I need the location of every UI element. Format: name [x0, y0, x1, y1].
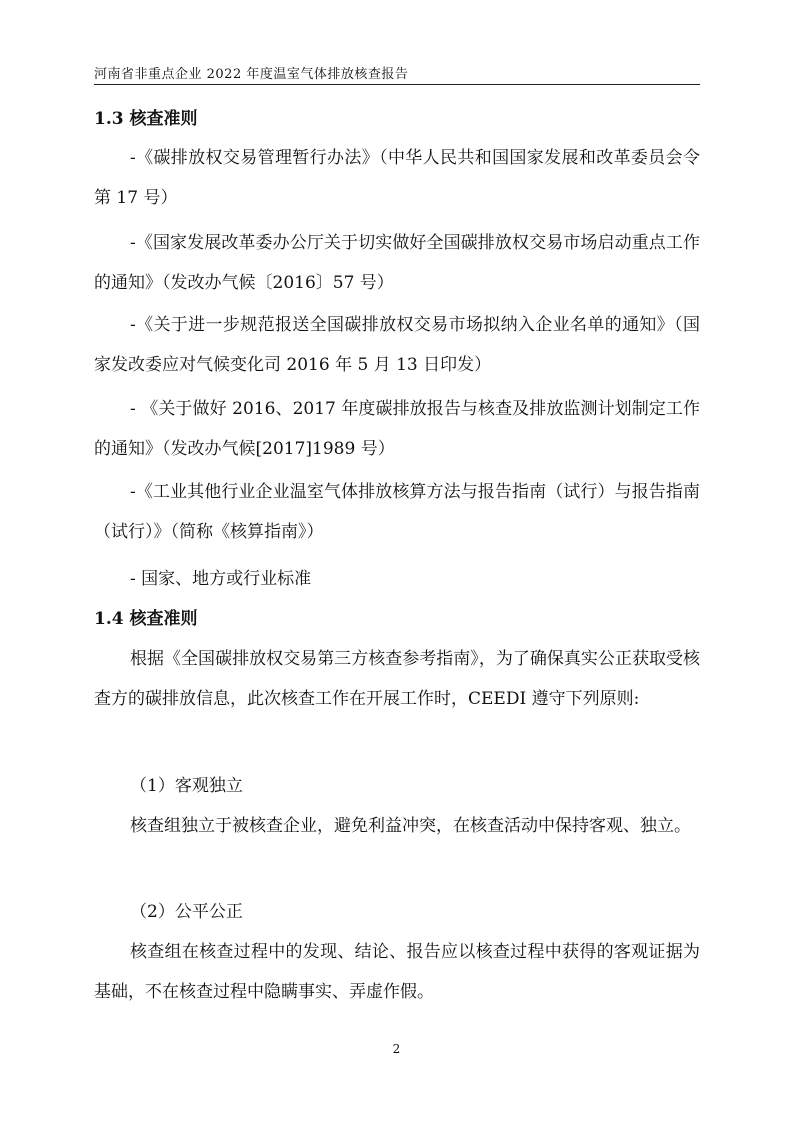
criteria-item-1: -《碳排放权交易管理暂行办法》（中华人民共和国国家发展和改革委员会令第 17 号）	[94, 148, 700, 208]
criteria-item-5: -《工业其他行业企业温室气体排放核算方法与报告指南（试行）与报告指南（试行）》（简称《核算指南》）	[94, 482, 700, 542]
section-heading-1-4: 1.4 核查准则	[94, 609, 198, 629]
principle-1-text: 核查组独立于被核查企业，避免利益冲突，在核查活动中保持客观、独立。	[130, 816, 691, 836]
page-number: 2	[392, 1042, 401, 1056]
criteria-item-3: -《关于进一步规范报送全国碳排放权交易市场拟纳入企业名单的通知》（国家发改委应对气候变化司 2016 年 5 月 13 日印发）	[94, 315, 700, 375]
principles-intro: 根据《全国碳排放权交易第三方核查参考指南》，为了确保真实公正获取受核查方的碳排放信息，此次核查工作在开展工作时，CEEDI 遵守下列原则:	[94, 649, 700, 709]
criteria-item-2: -《国家发展改革委办公厅关于切实做好全国碳排放权交易市场启动重点工作的通知》（发改办气候〔2016〕57 号）	[94, 233, 700, 293]
principle-1-title: （1）客观独立	[130, 776, 243, 796]
principle-2-title: （2）公平公正	[130, 902, 243, 922]
criteria-item-6: - 国家、地方或行业标准	[130, 569, 312, 589]
header-title: 河南省非重点企业 2022 年度温室气体排放核查报告	[94, 67, 409, 82]
principle-2-text: 核查组在核查过程中的发现、结论、报告应以核查过程中获得的客观证据为基础，不在核查过程中隐瞒事实、弄虚作假。	[94, 942, 700, 1002]
header-divider	[94, 84, 700, 85]
section-heading-1-3: 1.3 核查准则	[94, 109, 198, 129]
criteria-item-4: - 《关于做好 2016、2017 年度碳排放报告与核查及排放监测计划制定工作的通知》（发改办气候[2017]1989 号）	[94, 399, 700, 459]
